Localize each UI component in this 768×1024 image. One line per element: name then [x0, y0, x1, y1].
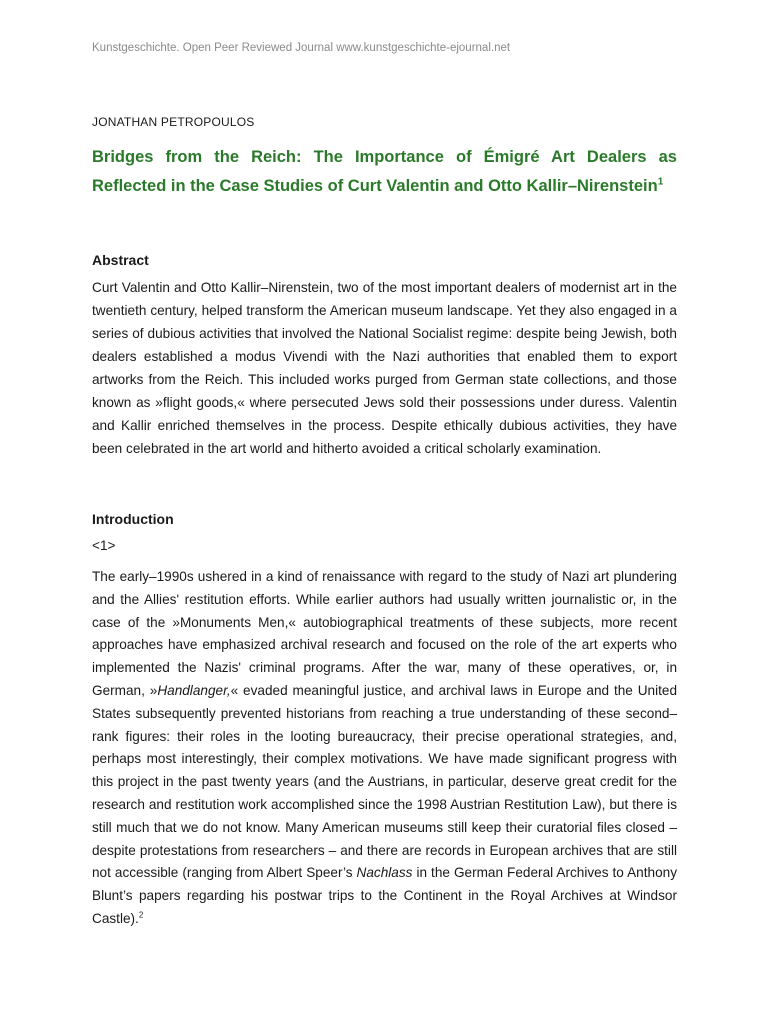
paragraph-text: The early–1990s ushered in a kind of renaissance with regard to the study of Nazi art plundering and the Allies' restitution efforts. While earlier authors had usually written journalistic or, in the case of the »Monuments Men,« autobiographical treatments of these subjects, more recent approaches have emphasized archival research and focused on the role of the art experts who implemented the Nazis' criminal programs. After the war, many of these operatives, or, in German, » — [92, 569, 677, 698]
article-title-text: Bridges from the Reich: The Importance of Émigré Art Dealers as Reflected in the Case Studies of Curt Valentin and Otto Kallir–Nirenstein — [92, 148, 677, 195]
running-head: Kunstgeschichte. Open Peer Reviewed Journal www.kunstgeschichte-ejournal.net — [92, 42, 511, 54]
paragraph-text: « evaded meaningful justice, and archival laws in Europe and the United States subsequently prevented historians from reaching a true understanding of these second–rank figures: their roles in the looting bureaucracy, their precise operational strategies, and, perhaps most interestingly, their complex motivations. We have made significant progress with this project in the past twenty years (and the Austrians, in particular, deserve great credit for the research and restitution work accomplished since the 1998 Austrian Restitution Law), but there is still much that we do not know. Many American museums still keep their curatorial files closed – despite protestations from researchers – and there are records in European archives that are still not accessible (ranging from Albert Speer’s — [92, 682, 678, 881]
italic-term: Handlanger, — [157, 682, 231, 698]
article-title — [92, 143, 677, 201]
introduction-paragraph — [92, 566, 677, 931]
introduction-heading: Introduction — [92, 511, 174, 527]
footnote-ref[interactable]: 2 — [138, 910, 144, 920]
italic-term: Nachlass — [356, 865, 413, 881]
author-name: JONATHAN PETROPOULOS — [92, 115, 255, 129]
abstract-text: Curt Valentin and Otto Kallir–Nirenstein, two of the most important dealers of modernist art in the twentieth century, helped transform the American museum landscape. Yet they also engaged in a series of dubious activities that involved the National Socialist regime: despite being Jewish, both dealers established a modus Vivendi with the Nazi authorities that enabled them to export artworks from the Reich. This included works purged from German state collections, and those known as »flight goods,« where persecuted Jews sold their possessions under duress. Valentin and Kallir enriched themselves in the process. Despite ethically dubious activities, they have been celebrated in the art world and hitherto avoided a critical scholarly examination. — [92, 280, 677, 456]
title-footnote-ref[interactable]: 1 — [657, 176, 664, 188]
paragraph-text: in the German Federal Archives to Anthony Blunt’s papers regarding his postwar trips to the Continent in the Royal Archives at Windsor Castle). — [92, 865, 677, 926]
paragraph-number: <1> — [92, 538, 116, 553]
abstract-heading: Abstract — [92, 252, 149, 268]
